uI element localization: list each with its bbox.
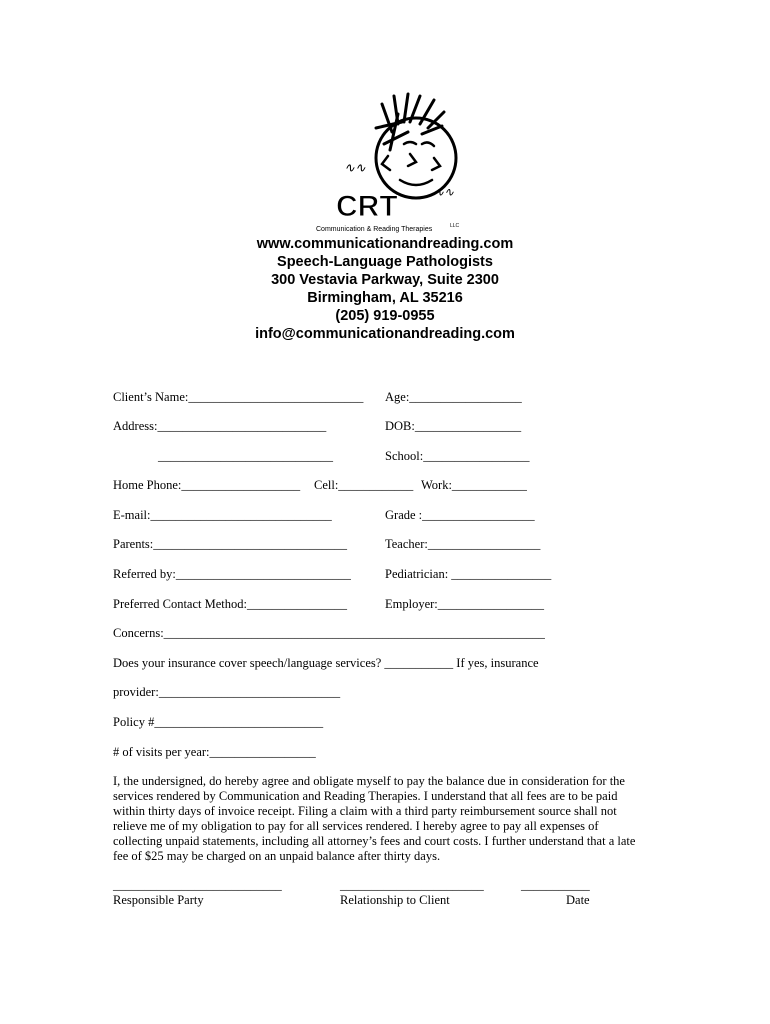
subtitle: Speech-Language Pathologists <box>277 254 493 270</box>
provider-field[interactable]: provider:_____________________________ <box>113 685 341 699</box>
grade-field[interactable]: Grade :__________________ <box>385 508 535 522</box>
date-signature-line[interactable]: ___________ <box>521 878 590 892</box>
email: info@communicationandreading.com <box>255 326 515 342</box>
street-address: 300 Vestavia Parkway, Suite 2300 <box>271 272 499 288</box>
city-state: Birmingham, AL 35216 <box>307 290 463 306</box>
policy-field[interactable]: Policy #___________________________ <box>113 715 324 729</box>
address-line-2-field[interactable]: ____________________________ <box>158 449 333 463</box>
practice-header <box>0 235 770 343</box>
school-field[interactable]: School:_________________ <box>385 449 530 463</box>
logo-brand: CRT <box>336 190 398 223</box>
dob-field[interactable]: DOB:_________________ <box>385 419 522 433</box>
date-label: Date <box>566 893 590 907</box>
parents-field[interactable]: Parents:_______________________________ <box>113 537 348 551</box>
insurance-question-field[interactable]: Does your insurance cover speech/language services? ___________ If yes, insurance <box>113 656 539 670</box>
age-field[interactable]: Age:__________________ <box>385 390 522 404</box>
svg-text:∿∿: ∿∿ <box>344 160 366 175</box>
responsible-party-signature-line[interactable]: ___________________________ <box>113 878 282 892</box>
svg-text:∿∿: ∿∿ <box>434 185 455 199</box>
teacher-field[interactable]: Teacher:__________________ <box>385 537 541 551</box>
payment-agreement: I, the undersigned, do hereby agree and obligate myself to pay the balance due in consideration for the services rendered by Communication and Reading Therapies. I understand that all fees are to be paid within thirty days of invoice receipt. Filing a claim with a third party reimbursement source shall not relieve me of my obligation to pay for all services rendered. I hereby agree to pay all expenses of collecting unpaid statements, including all attorney’s fees and court costs. I further understand that a late fee of $25 may be charged on an unpaid balance after thirty days. <box>113 774 636 863</box>
visits-per-year-field[interactable]: # of visits per year:_________________ <box>113 745 316 759</box>
concerns-field[interactable]: Concerns:_____________________________________________________________ <box>113 626 545 640</box>
logo-tagline: Communication & Reading Therapies <box>316 226 433 233</box>
client-name-field[interactable]: Client’s Name:____________________________ <box>113 390 364 404</box>
email-field[interactable]: E-mail:_____________________________ <box>113 508 332 522</box>
work-field[interactable]: Work:____________ <box>421 478 527 492</box>
phone: (205) 919-0955 <box>335 308 435 324</box>
address-field[interactable]: Address:___________________________ <box>113 419 327 433</box>
home-phone-field[interactable]: Home Phone:___________________ <box>113 478 301 492</box>
pediatrician-field[interactable]: Pediatrician: ________________ <box>385 567 552 581</box>
crt-logo <box>316 92 464 234</box>
website: www.communicationandreading.com <box>256 236 514 252</box>
referred-by-field[interactable]: Referred by:____________________________ <box>113 567 351 581</box>
preferred-contact-field[interactable]: Preferred Contact Method:________________ <box>113 597 347 611</box>
crt-logo-graphic <box>316 92 464 234</box>
responsible-party-label: Responsible Party <box>113 893 204 907</box>
cell-field[interactable]: Cell:____________ <box>314 478 414 492</box>
employer-field[interactable]: Employer:_________________ <box>385 597 545 611</box>
logo-mark: LLC <box>450 223 460 229</box>
relationship-label: Relationship to Client <box>340 893 450 907</box>
relationship-signature-line[interactable]: _______________________ <box>340 878 484 892</box>
